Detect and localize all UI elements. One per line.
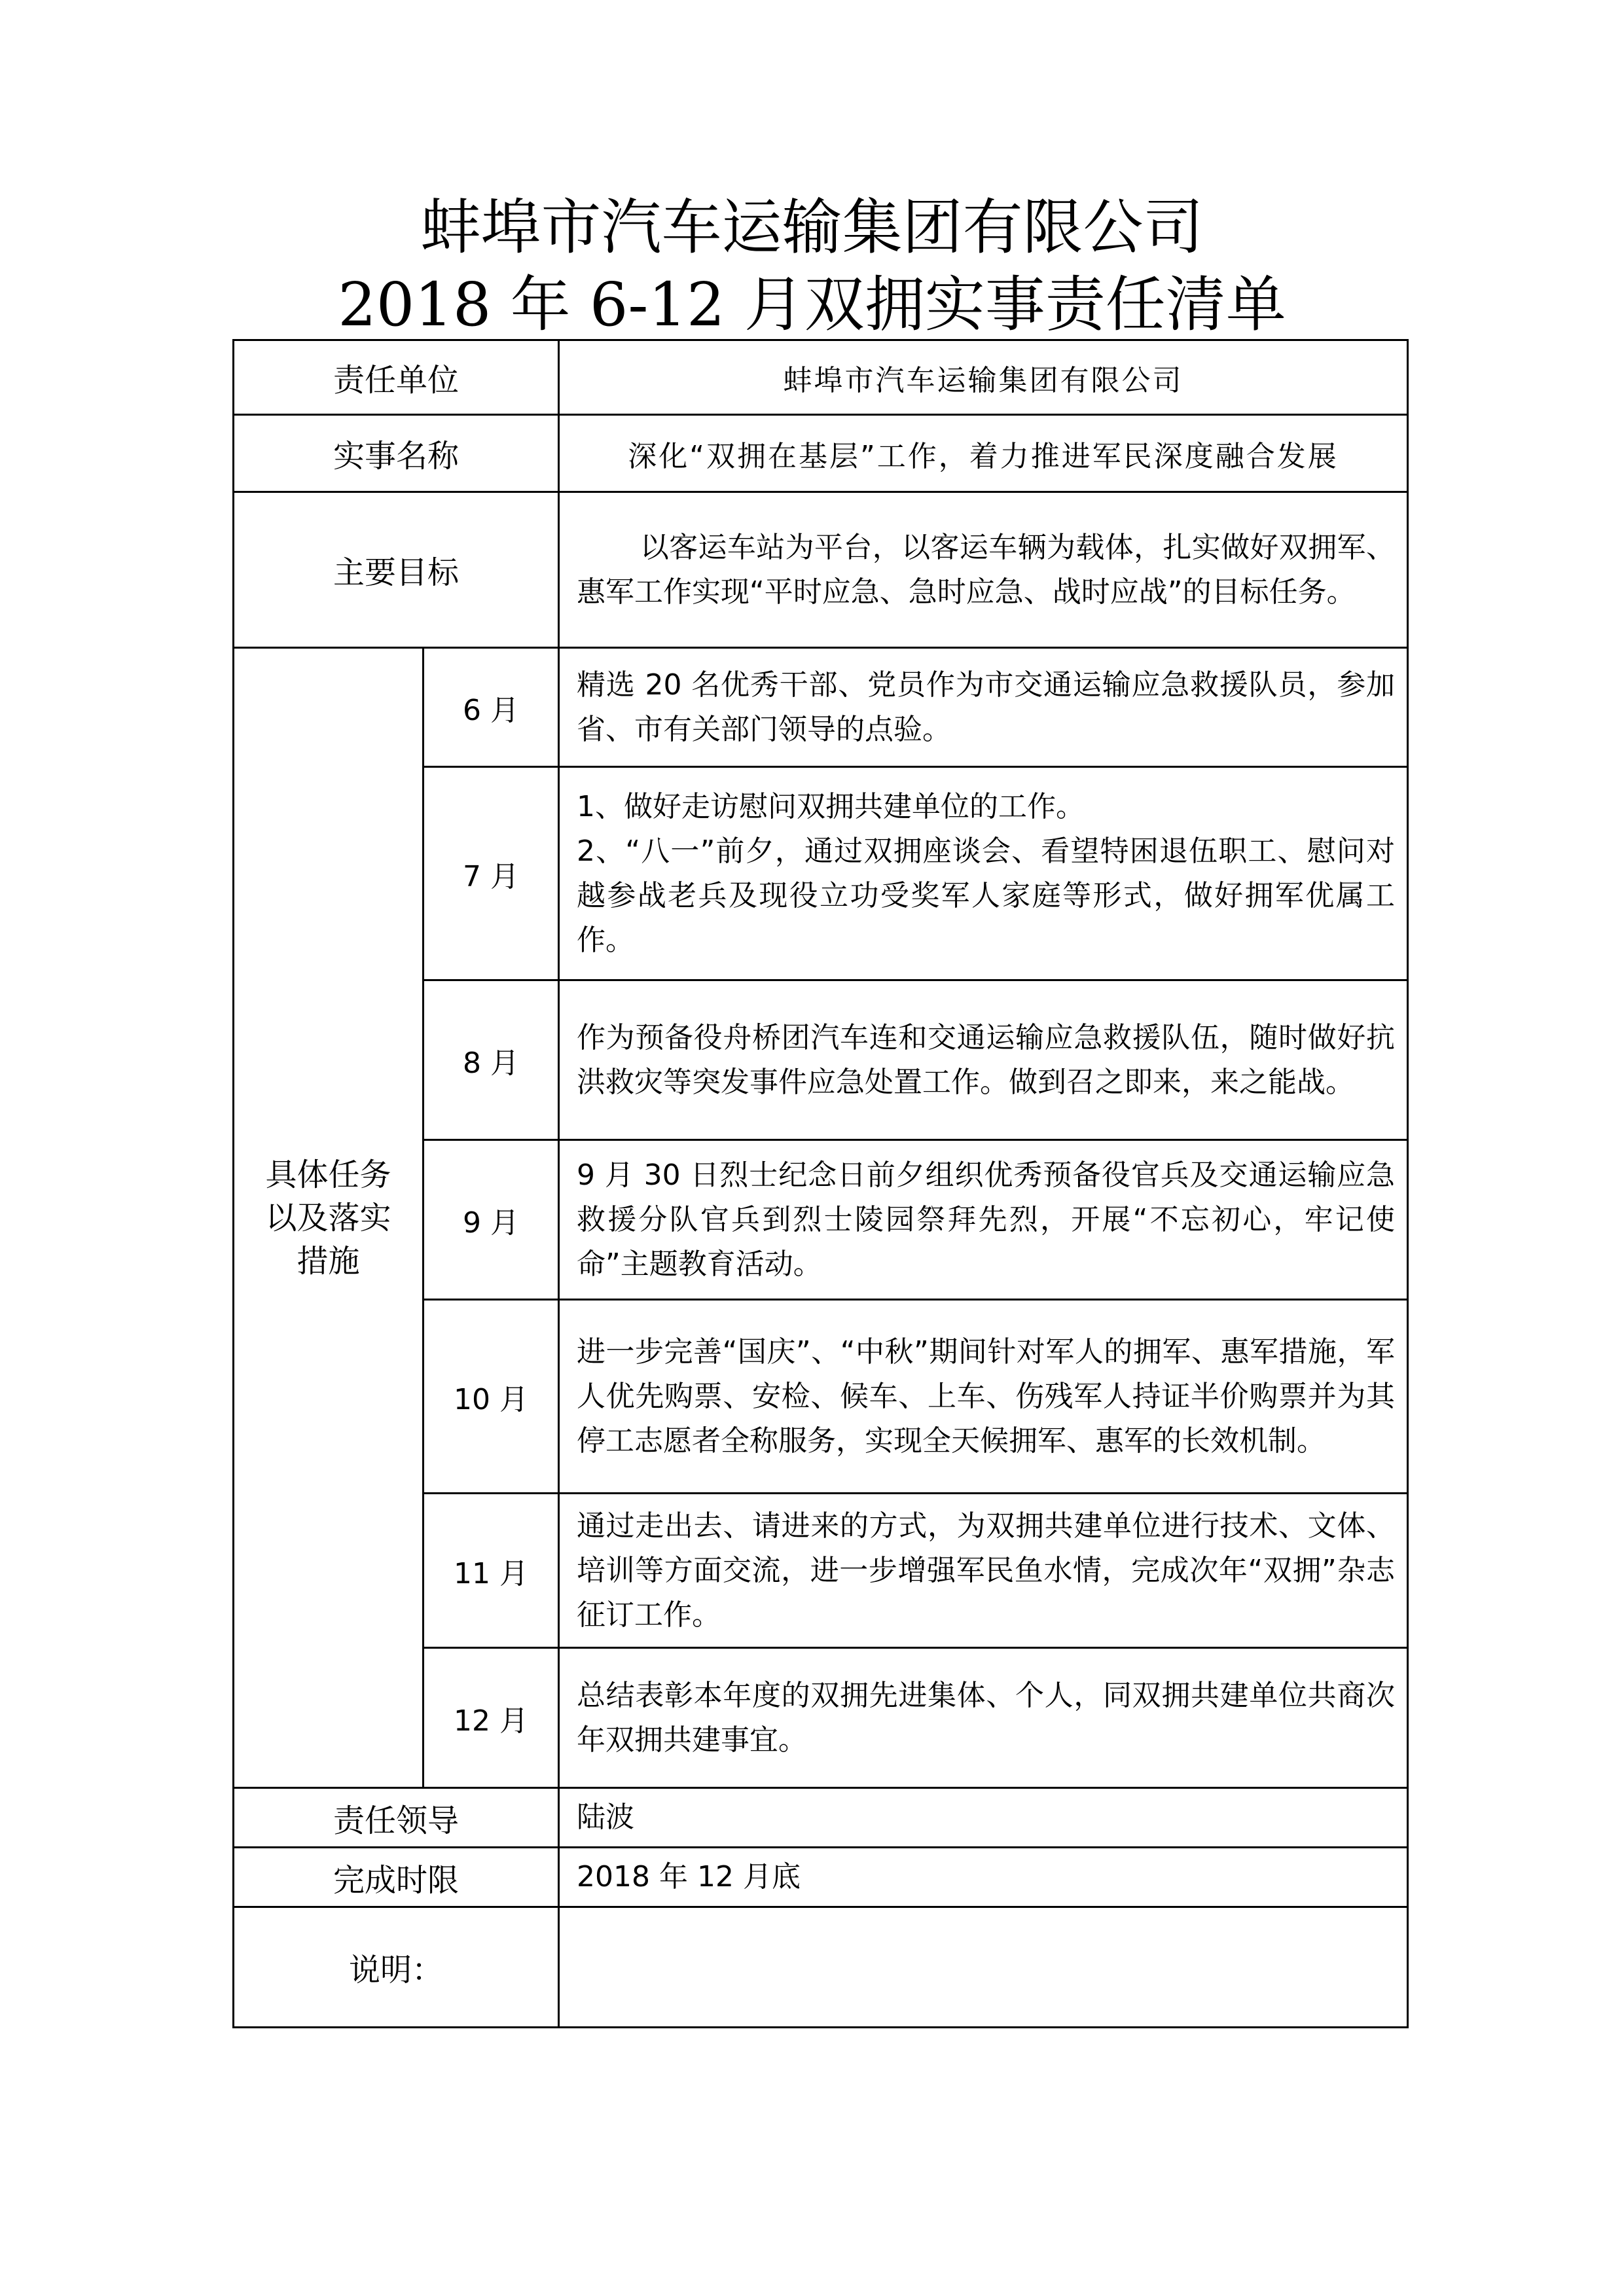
- table-row-name: [234, 415, 1408, 492]
- month-label: 11 月: [424, 1494, 559, 1648]
- month-label: 6 月: [424, 648, 559, 767]
- month-task: [559, 1648, 1408, 1788]
- task-text: 作为预备役舟桥团汽车连和交通运输应急救援队伍，随时做好抗洪救灾等突发事件应急处置工作。做到召之即来，来之能战。: [577, 1020, 1396, 1099]
- month-task: [559, 767, 1408, 980]
- leader-label: 责任领导: [234, 1788, 559, 1848]
- tasks-label: [234, 648, 424, 1788]
- month-label: 8 月: [424, 980, 559, 1140]
- month-task: [559, 1494, 1408, 1648]
- table-row-goal: [234, 492, 1408, 648]
- month-task: [559, 1300, 1408, 1494]
- table-row-note: [234, 1907, 1408, 2028]
- month-label: 12 月: [424, 1648, 559, 1788]
- document-title-line1: 蚌埠市汽车运输集团有限公司: [420, 192, 1204, 262]
- table-row-unit: [234, 340, 1408, 415]
- note-value: [559, 1907, 1408, 2028]
- name-value: 深化“双拥在基层”工作，着力推进军民深度融合发展: [559, 415, 1408, 492]
- task-text: 进一步完善“国庆”、“中秋”期间针对军人的拥军、惠军措施，军人优先购票、安检、候车、上车、伤残军人持证半价购票并为其停工志愿者全称服务，实现全天候拥军、惠军的长效机制。: [577, 1335, 1396, 1458]
- unit-label: 责任单位: [234, 340, 559, 415]
- leader-value: 陆波: [559, 1788, 1408, 1848]
- month-task: [559, 1140, 1408, 1300]
- task-text: 9 月 30 日烈士纪念日前夕组织优秀预备役官兵及交通运输应急救援分队官兵到烈士陵园祭拜先烈，开展“不忘初心，牢记使命”主题教育活动。: [577, 1158, 1396, 1281]
- task-text: 精选 20 名优秀干部、党员作为市交通运输应急救援队员，参加省、市有关部门领导的点验。: [577, 668, 1396, 746]
- name-label: 实事名称: [234, 415, 559, 492]
- tasks-label-line: 具体任务: [265, 1156, 391, 1193]
- task-text: 1、做好走访慰问双拥共建单位的工作。: [577, 789, 1085, 823]
- month-task: [559, 980, 1408, 1140]
- month-label: 9 月: [424, 1140, 559, 1300]
- document-title-line2: 2018 年 6-12 月双拥实事责任清单: [338, 270, 1286, 340]
- task-text: 2、“八一”前夕，通过双拥座谈会、看望特困退伍职工、慰问对越参战老兵及现役立功受奖军人家庭等形式，做好拥军优属工作。: [577, 834, 1396, 957]
- unit-value: 蚌埠市汽车运输集团有限公司: [559, 340, 1408, 415]
- month-label: 10 月: [424, 1300, 559, 1494]
- month-label: 7 月: [424, 767, 559, 980]
- task-text: 通过走出去、请进来的方式，为双拥共建单位进行技术、文体、培训等方面交流，进一步增强军民鱼水情，完成次年“双拥”杂志征订工作。: [577, 1509, 1396, 1632]
- deadline-label: 完成时限: [234, 1848, 559, 1907]
- deadline-value: 2018 年 12 月底: [559, 1848, 1408, 1907]
- table-row-deadline: [234, 1848, 1408, 1907]
- goal-label: 主要目标: [234, 492, 559, 648]
- tasks-label-line: 以及落实: [265, 1199, 391, 1236]
- note-label: 说明：: [234, 1907, 559, 2028]
- month-task: [559, 648, 1408, 767]
- responsibility-table: [232, 339, 1409, 2028]
- tasks-label-line: 措施: [297, 1242, 360, 1280]
- table-row-leader: [234, 1788, 1408, 1848]
- table-row-month: [234, 648, 1408, 767]
- task-text: 总结表彰本年度的双拥先进集体、个人，同双拥共建单位共商次年双拥共建事宜。: [577, 1678, 1396, 1757]
- goal-value: 以客运车站为平台，以客运车辆为载体，扎实做好双拥军、惠军工作实现“平时应急、急时应急、战时应战”的目标任务。: [559, 492, 1408, 648]
